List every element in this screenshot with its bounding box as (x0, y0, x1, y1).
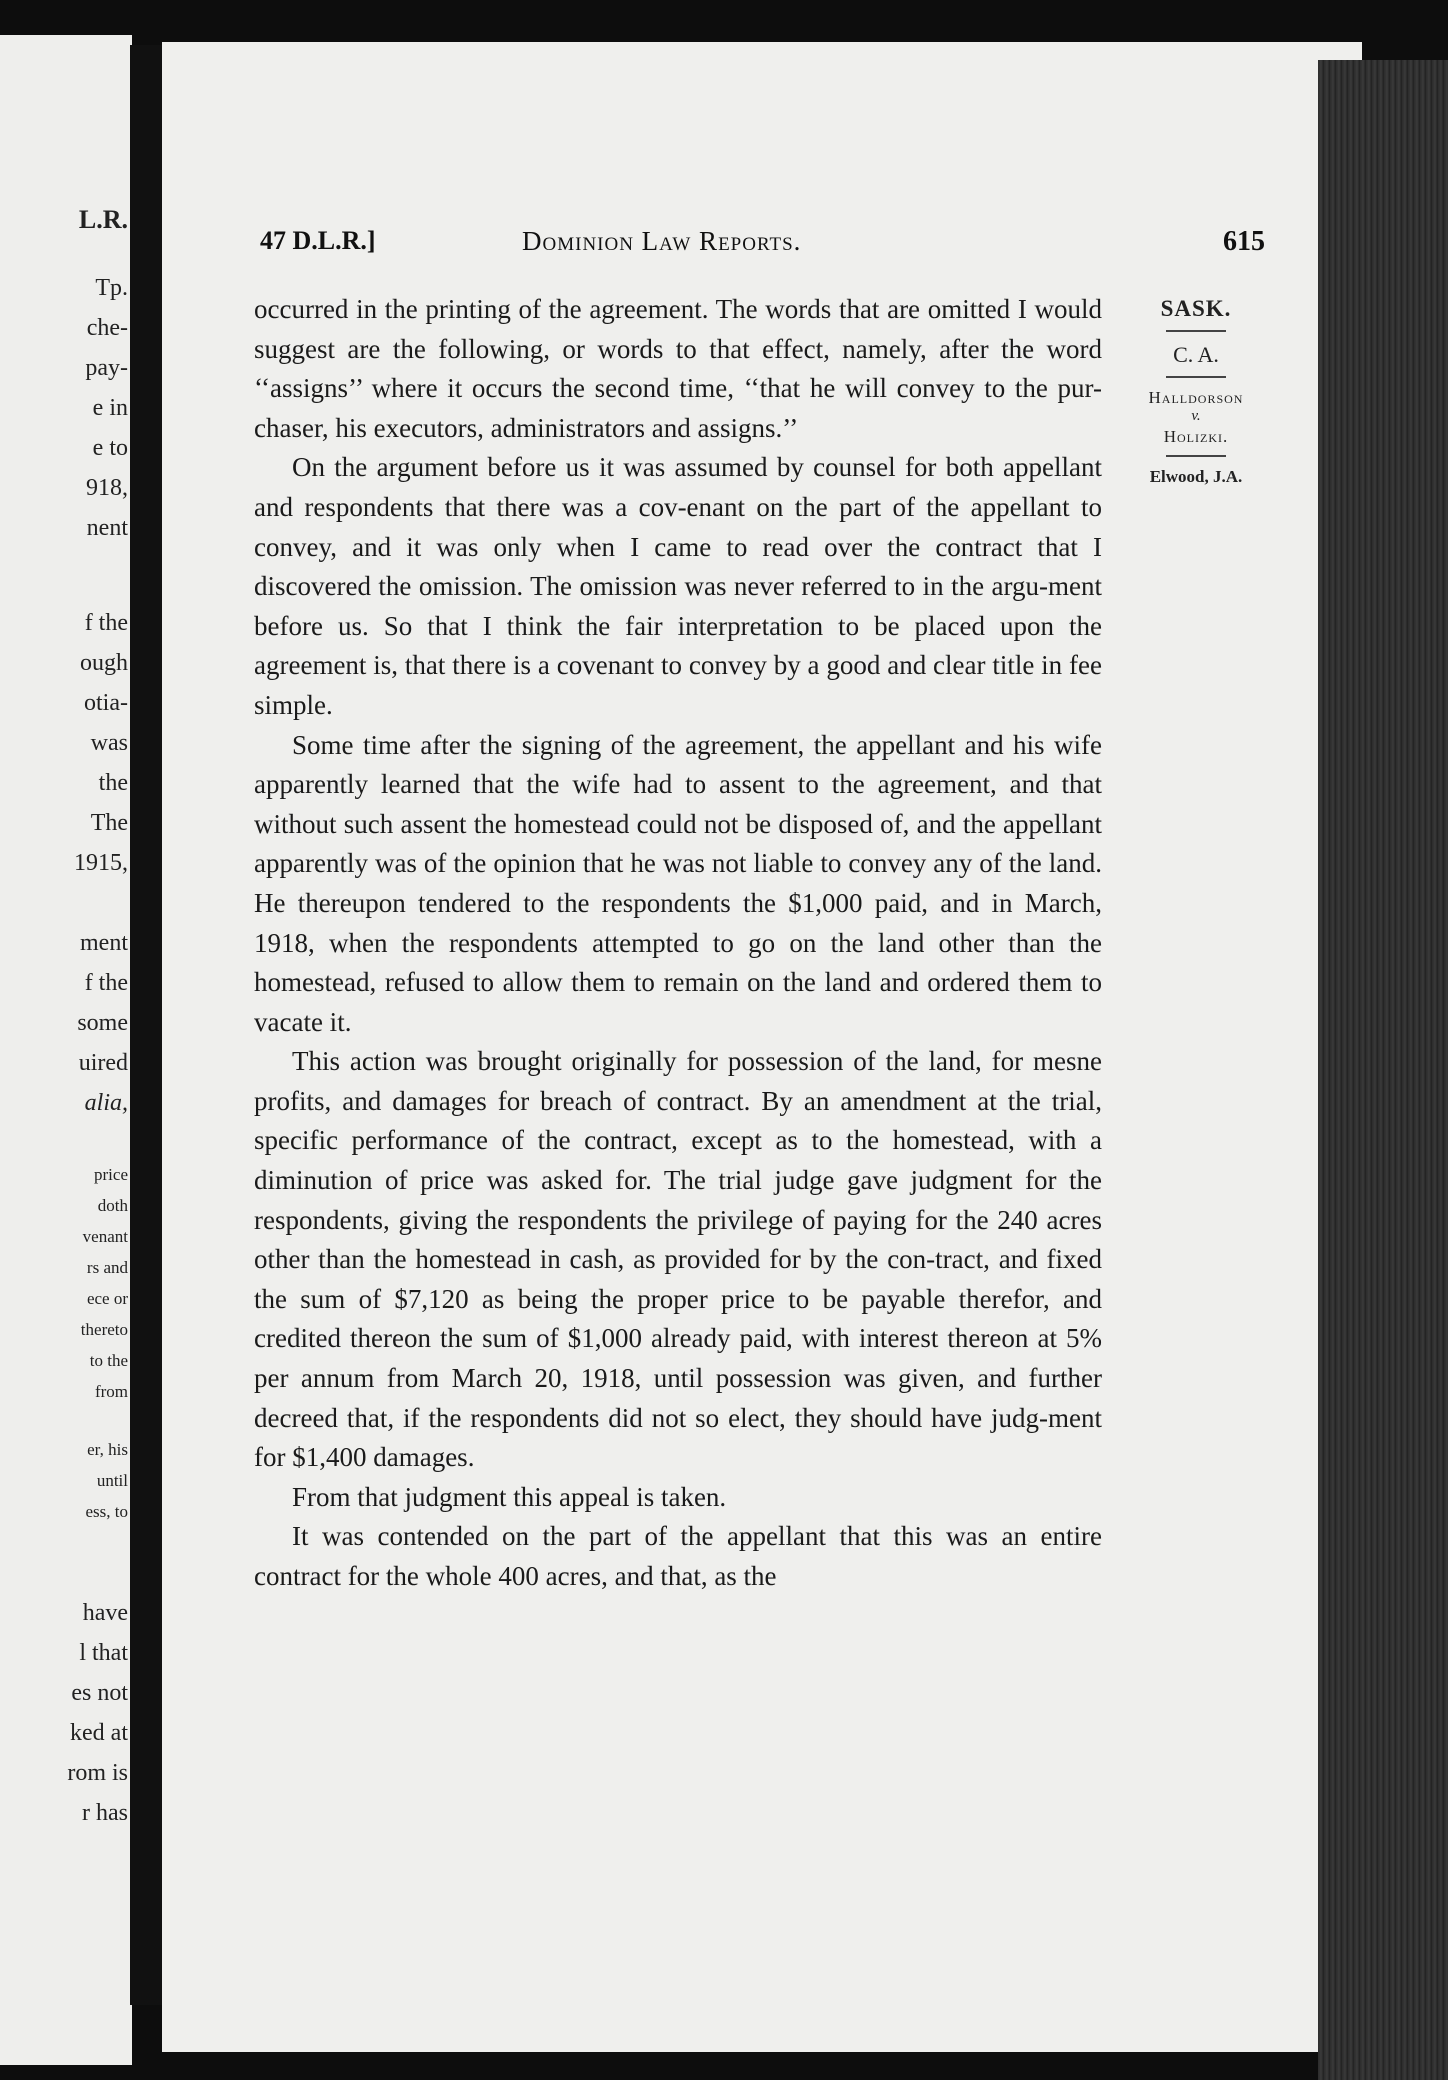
book-gutter (130, 45, 163, 2005)
left-page-fragment: l that (79, 1640, 128, 1666)
left-page-fragment: f the (84, 610, 128, 636)
paragraph: From that judgment this appeal is taken. (292, 1481, 727, 1512)
paragraph: occurred in the printing of the agreement. The words that are omitted I would suggest are the following, or words to that effect, namely, after the word ‘‘assigns’’ where it occurs the second time, ‘‘that he will convey to the pur-chaser, his executors, administrators and assigns.’’ (254, 294, 1102, 443)
left-page-fragment: f the (84, 970, 128, 996)
publication-title: Dominion Law Reports. (522, 226, 802, 256)
left-page-note-fragment: thereto (80, 1320, 128, 1339)
judge-label: Elwood, J.A. (1149, 467, 1243, 486)
left-page-fragment: the (98, 770, 128, 796)
left-page-fragment: es not (71, 1680, 128, 1706)
left-page-fragment: r has (82, 1800, 128, 1826)
paragraph: It was contended on the part of the appellant that this was an entire contract for the whole 400 acres, and that, as the (254, 1521, 1102, 1591)
paragraph: On the argument before us it was assumed by counsel for both appellant and respondents that there was a cov-enant on the part of the appellant to convey, and it was only when I came to read over the contract that I discovered the omission. The omission was never referred to in the argu-ment before us. So that I think the fair interpretation to be placed upon the agreement is, that there is a covenant to convey by a good and clear title in fee simple. (254, 452, 1102, 720)
left-page-note-fragment: ess, to (85, 1502, 128, 1521)
page-number: 615 (1223, 226, 1265, 257)
left-page-header-fragment: L.R. (78, 205, 128, 234)
versus: v. (1191, 408, 1201, 424)
province-label: SASK. (1160, 296, 1232, 321)
left-page-fragment: ked at (70, 1720, 128, 1746)
left-page-note-fragment: doth (97, 1196, 128, 1215)
left-page-note-fragment: from (94, 1382, 128, 1401)
left-page-fragment: ment (80, 930, 128, 956)
page-edges (1318, 60, 1448, 2080)
left-page-note-fragment: ece or (86, 1289, 128, 1308)
left-page-fragment: was (90, 730, 128, 756)
left-page-fragment: The (90, 810, 128, 836)
left-page-note-fragment: price (94, 1165, 128, 1184)
body-text (254, 290, 1102, 1597)
left-page-fragment: Tp. (95, 275, 128, 301)
left-page-note-fragment: rs and (86, 1258, 128, 1277)
left-page-fragment: e to (92, 435, 128, 461)
party-appellant: Halldorson (1148, 388, 1244, 407)
left-page-fragment: che- (86, 315, 128, 341)
left-page-note-fragment: until (96, 1471, 128, 1490)
left-page-fragment: 918, (86, 475, 128, 501)
left-page-fragment: pay- (85, 355, 128, 381)
left-page-fragment: nent (86, 515, 128, 541)
left-page-fragment: uired (78, 1050, 128, 1076)
paragraph: Some time after the signing of the agreement, the appellant and his wife apparently learned that the wife had to assent to the agreement, and that without such assent the homestead could not be disposed of, and the appellant apparently was of the opinion that he was not liable to convey any of the land. He thereupon tendered to the respondents the $1,000 paid, and in March, 1918, when the respondents attempted to go on the land other than the homestead, refused to allow them to remain on the land and ordered them to vacate it. (254, 729, 1102, 1037)
left-page-fragment: otia- (84, 690, 128, 716)
left-page-fragment: some (77, 1010, 128, 1036)
divider (1166, 376, 1226, 378)
left-page-fragment: alia, (84, 1090, 128, 1116)
left-page-fragment: 1915, (74, 850, 128, 876)
left-page-fragment: e in (92, 395, 128, 421)
paragraph: This action was brought originally for possession of the land, for mesne profits, and damages for breach of contract. By an amendment at the trial, specific performance of the contract, except as to the homestead, with a diminution of price was asked for. The trial judge gave judgment for the respondents, giving the respondents the privilege of paying for the 240 acres other than the homestead in cash, as provided for by the con-tract, and fixed the sum of $7,120 as being the proper price to be payable therefor, and credited thereon the sum of $1,000 already paid, with interest thereon at 5% per annum from March 20, 1918, until possession was given, and further decreed that, if the respondents did not so elect, they should have judg-ment for $1,400 damages. (254, 1046, 1102, 1473)
running-head (260, 220, 1265, 264)
case-sidenote (1118, 296, 1274, 487)
left-page-note-fragment: er, his (87, 1440, 128, 1459)
divider (1166, 455, 1226, 457)
left-page-note-fragment: to the (89, 1351, 128, 1370)
court-label: C. A. (1173, 342, 1219, 367)
left-page-fragment: ough (80, 650, 128, 676)
volume-reference: 47 D.L.R.] (260, 226, 376, 255)
left-facing-page (0, 35, 132, 2065)
left-page-fragment: have (82, 1600, 128, 1626)
divider (1166, 330, 1226, 332)
left-page-note-fragment: venant (82, 1227, 128, 1246)
party-respondent: Holizki. (1163, 427, 1229, 446)
left-page-fragment: rom is (67, 1760, 128, 1786)
